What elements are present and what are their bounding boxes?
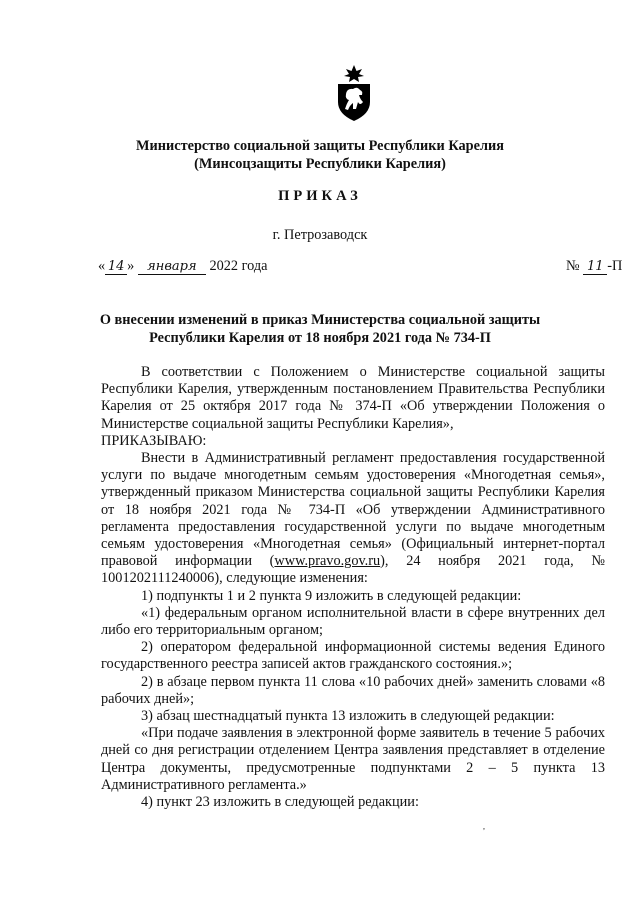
date-month: января [138,259,206,275]
ministry-name: Министерство социальной защиты Республики Карелия [136,138,504,154]
order-date [98,258,268,275]
city-name: г. Петрозаводск [272,227,368,243]
scan-speck: , [483,822,485,831]
amendment-paragraph [101,450,605,588]
date-open-quote: « [98,258,106,274]
item-1: 1) подпункты 1 и 2 пункта 9 изложить в следующей редакции: [141,587,522,604]
ministry-short-name: (Минсоцзащиты Республики Карелия) [194,156,446,172]
date-year: 2022 года [209,258,268,274]
date-close-quote: » [127,258,135,274]
number-prefix: № [566,258,580,274]
number-value: 11 [583,259,607,275]
subject-line-1: О внесении изменений в приказ Министерства социальной защиты [99,312,541,328]
item-1-quote-1: «1) федеральным органом исполнительной власти в сфере внутренних дел либо его территориальным органом; [101,604,605,639]
item-3-quote: «При подаче заявления в электронной форме заявитель в течение 5 рабочих дней со дня регистрации отделением Центра заявления представляет в отделение Центра документы, предусмотренные подпунктами 2 – 5 пункта 13 Административного регламента.» [101,725,605,793]
order-body [101,364,605,811]
document-type-title: ПРИКАЗ [278,188,362,204]
subject-line-2: Республики Карелия от 18 ноября 2021 года № 734-П [149,330,491,346]
item-4: 4) пункт 23 изложить в следующей редакции: [141,794,419,811]
date-day: 14 [105,259,127,275]
number-suffix: -П [607,258,623,274]
order-word: ПРИКАЗЫВАЮ: [101,432,207,449]
order-number [566,258,622,275]
order-subject [0,311,640,347]
item-2: 2) в абзаце первом пункта 11 слова «10 рабочих дней» заменить словами «8 рабочих дней»; [101,673,605,707]
amendment-text: Внести в Административный регламент предоставления государственной услуги по выдаче многодетным семьям удостоверения «Многодетная семья», утвержденный приказом Министерства социальной защиты Республики Карелия от 18 ноября 2021 года № 734-П «Об утверждении Административного регламента предоставления государственной услуги по выдаче многодетным семьям удостоверения «Многодетная семья» (Официальный интернет-портал правовой информации ( [101,450,605,570]
preamble-paragraph: В соответствии с Положением о Министерстве социальной защиты Республики Карелия, утвержденным постановлением Правительства Республики Карелия от 25 октября 2017 года № 374-П «Об утверждении Положения о Министерстве социальной защиты Республики Карелия», [101,364,605,432]
pravo-gov-link[interactable]: www.pravo.gov.ru [274,553,381,570]
amendment-text-end: ), 24 ноября 2021 года, № 1001202111240006), следующие изменения: [101,553,605,587]
item-3: 3) абзац шестнадцатый пункта 13 изложить в следующей редакции: [141,708,555,725]
item-1-quote-2: 2) оператором федеральной информационной системы ведения Единого государственного реестра записей актов гражданского состояния.»; [101,639,605,673]
karelia-coat-of-arms-icon [331,64,377,122]
